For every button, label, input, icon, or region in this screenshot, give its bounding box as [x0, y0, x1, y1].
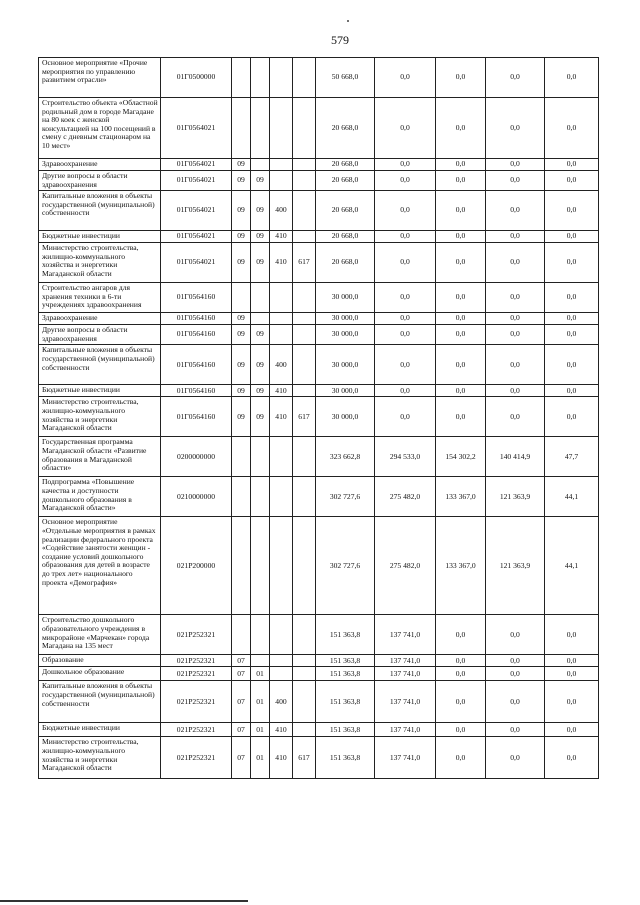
amount-col4-cell: 0,0 — [486, 655, 545, 667]
percent-cell: 44,1 — [545, 517, 599, 615]
row-name-cell: Министерство строительства, жилищно-коммунального хозяйства и энергетики Магаданской области — [39, 737, 161, 779]
row-name-cell: Государственная программа Магаданской области «Развитие образования в Магаданской области» — [39, 437, 161, 477]
section-cell — [232, 517, 251, 615]
percent-cell: 0,0 — [545, 313, 599, 325]
amount-col3-cell: 0,0 — [436, 243, 486, 283]
amount-col4-cell: 0,0 — [486, 98, 545, 159]
amount-col3-cell: 0,0 — [436, 723, 486, 737]
target-article-cell: 01Г0564021 — [161, 231, 232, 243]
table-row — [39, 283, 599, 313]
admin-code-cell — [293, 159, 316, 171]
amount-col3-cell: 0,0 — [436, 98, 486, 159]
amount-col4-cell: 0,0 — [486, 283, 545, 313]
admin-code-cell — [293, 655, 316, 667]
table-row — [39, 737, 599, 779]
subsection-cell — [251, 615, 270, 655]
percent-cell: 0,0 — [545, 615, 599, 655]
table-row — [39, 655, 599, 667]
row-name-cell: Подпрограмма «Повышение качества и доступности дошкольного образования в Магаданской области» — [39, 477, 161, 517]
table-row — [39, 681, 599, 723]
amount-col2-cell: 0,0 — [375, 325, 436, 345]
table-row — [39, 98, 599, 159]
amount-plan-cell: 151 363,8 — [316, 615, 375, 655]
subsection-cell: 09 — [251, 243, 270, 283]
row-name-cell: Капитальные вложения в объекты государственной (муниципальной) собственности — [39, 681, 161, 723]
amount-col4-cell: 0,0 — [486, 58, 545, 98]
section-cell — [232, 98, 251, 159]
amount-plan-cell: 151 363,8 — [316, 681, 375, 723]
table-row — [39, 345, 599, 385]
expense-type-cell: 410 — [270, 231, 293, 243]
amount-col3-cell: 0,0 — [436, 667, 486, 681]
admin-code-cell: 617 — [293, 737, 316, 779]
admin-code-cell — [293, 171, 316, 191]
percent-cell: 0,0 — [545, 737, 599, 779]
amount-col2-cell: 137 741,0 — [375, 737, 436, 779]
target-article-cell: 01Г0564160 — [161, 345, 232, 385]
amount-plan-cell: 151 363,8 — [316, 655, 375, 667]
expense-type-cell — [270, 615, 293, 655]
amount-col2-cell: 0,0 — [375, 171, 436, 191]
percent-cell: 47,7 — [545, 437, 599, 477]
section-cell: 09 — [232, 397, 251, 437]
section-cell: 09 — [232, 325, 251, 345]
section-cell: 09 — [232, 171, 251, 191]
row-name-cell: Другие вопросы в области здравоохранения — [39, 325, 161, 345]
amount-col3-cell: 0,0 — [436, 159, 486, 171]
percent-cell: 0,0 — [545, 191, 599, 231]
amount-col3-cell: 0,0 — [436, 325, 486, 345]
target-article-cell: 021P252321 — [161, 655, 232, 667]
expense-type-cell: 410 — [270, 723, 293, 737]
admin-code-cell — [293, 191, 316, 231]
amount-plan-cell: 30 000,0 — [316, 397, 375, 437]
expense-type-cell — [270, 159, 293, 171]
section-cell: 07 — [232, 655, 251, 667]
admin-code-cell — [293, 313, 316, 325]
table-row — [39, 397, 599, 437]
table-row — [39, 191, 599, 231]
table-row — [39, 517, 599, 615]
expense-type-cell: 400 — [270, 345, 293, 385]
amount-plan-cell: 151 363,8 — [316, 723, 375, 737]
percent-cell: 0,0 — [545, 159, 599, 171]
expense-type-cell — [270, 655, 293, 667]
percent-cell: 0,0 — [545, 655, 599, 667]
subsection-cell: 09 — [251, 385, 270, 397]
amount-col2-cell: 0,0 — [375, 191, 436, 231]
expense-type-cell: 400 — [270, 681, 293, 723]
percent-cell: 0,0 — [545, 345, 599, 385]
amount-plan-cell: 30 000,0 — [316, 313, 375, 325]
admin-code-cell — [293, 477, 316, 517]
amount-plan-cell: 30 000,0 — [316, 283, 375, 313]
section-cell: 09 — [232, 231, 251, 243]
amount-col2-cell: 0,0 — [375, 385, 436, 397]
amount-col3-cell: 0,0 — [436, 397, 486, 437]
expense-type-cell — [270, 477, 293, 517]
amount-plan-cell: 302 727,6 — [316, 517, 375, 615]
amount-col4-cell: 140 414,9 — [486, 437, 545, 477]
expense-type-cell: 410 — [270, 397, 293, 437]
target-article-cell: 01Г0564160 — [161, 283, 232, 313]
amount-plan-cell: 20 668,0 — [316, 171, 375, 191]
amount-col4-cell: 0,0 — [486, 737, 545, 779]
amount-plan-cell: 20 668,0 — [316, 191, 375, 231]
amount-plan-cell: 323 662,8 — [316, 437, 375, 477]
amount-col2-cell: 0,0 — [375, 243, 436, 283]
target-article-cell: 01Г0564160 — [161, 397, 232, 437]
expense-type-cell: 410 — [270, 385, 293, 397]
percent-cell: 0,0 — [545, 58, 599, 98]
table-row — [39, 325, 599, 345]
table-row — [39, 615, 599, 655]
amount-col2-cell: 0,0 — [375, 283, 436, 313]
amount-col4-cell: 121 363,9 — [486, 477, 545, 517]
amount-col4-cell: 0,0 — [486, 667, 545, 681]
section-cell: 09 — [232, 385, 251, 397]
expense-type-cell — [270, 58, 293, 98]
table-row — [39, 667, 599, 681]
row-name-cell: Капитальные вложения в объекты государственной (муниципальной) собственности — [39, 191, 161, 231]
section-cell — [232, 615, 251, 655]
target-article-cell: 021P252321 — [161, 737, 232, 779]
percent-cell: 0,0 — [545, 723, 599, 737]
table-row — [39, 231, 599, 243]
amount-plan-cell: 30 000,0 — [316, 385, 375, 397]
subsection-cell: 01 — [251, 737, 270, 779]
subsection-cell: 09 — [251, 171, 270, 191]
section-cell: 07 — [232, 723, 251, 737]
row-name-cell: Основное мероприятие «Прочие мероприятия по управлению развитием отрасли» — [39, 58, 161, 98]
amount-col2-cell: 0,0 — [375, 159, 436, 171]
expense-type-cell — [270, 171, 293, 191]
admin-code-cell — [293, 98, 316, 159]
target-article-cell: 021P252321 — [161, 723, 232, 737]
amount-col2-cell: 137 741,0 — [375, 655, 436, 667]
amount-plan-cell: 151 363,8 — [316, 667, 375, 681]
row-name-cell: Другие вопросы в области здравоохранения — [39, 171, 161, 191]
amount-col2-cell: 0,0 — [375, 231, 436, 243]
expense-type-cell — [270, 667, 293, 681]
amount-col4-cell: 0,0 — [486, 385, 545, 397]
row-name-cell: Строительство ангаров для хранения техники в 6-ти учреждениях здравоохранения — [39, 283, 161, 313]
percent-cell: 0,0 — [545, 98, 599, 159]
admin-code-cell — [293, 681, 316, 723]
amount-col2-cell: 137 741,0 — [375, 615, 436, 655]
table-row — [39, 723, 599, 737]
amount-plan-cell: 50 668,0 — [316, 58, 375, 98]
section-cell — [232, 58, 251, 98]
amount-plan-cell: 20 668,0 — [316, 98, 375, 159]
expense-type-cell — [270, 313, 293, 325]
amount-col2-cell: 0,0 — [375, 58, 436, 98]
percent-cell: 0,0 — [545, 171, 599, 191]
subsection-cell: 01 — [251, 723, 270, 737]
target-article-cell: 021P200000 — [161, 517, 232, 615]
amount-col4-cell: 0,0 — [486, 325, 545, 345]
target-article-cell: 0210000000 — [161, 477, 232, 517]
section-cell: 09 — [232, 191, 251, 231]
amount-col2-cell: 0,0 — [375, 313, 436, 325]
admin-code-cell — [293, 325, 316, 345]
amount-col3-cell: 0,0 — [436, 313, 486, 325]
amount-col2-cell: 0,0 — [375, 397, 436, 437]
budget-table — [38, 57, 599, 779]
amount-col3-cell: 0,0 — [436, 171, 486, 191]
table-row — [39, 385, 599, 397]
amount-plan-cell: 30 000,0 — [316, 325, 375, 345]
amount-col3-cell: 0,0 — [436, 737, 486, 779]
admin-code-cell — [293, 231, 316, 243]
section-cell — [232, 477, 251, 517]
admin-code-cell — [293, 283, 316, 313]
expense-type-cell: 410 — [270, 243, 293, 283]
target-article-cell: 01Г0564021 — [161, 171, 232, 191]
section-cell: 07 — [232, 737, 251, 779]
target-article-cell: 0200000000 — [161, 437, 232, 477]
amount-col4-cell: 0,0 — [486, 171, 545, 191]
admin-code-cell — [293, 723, 316, 737]
amount-col2-cell: 0,0 — [375, 345, 436, 385]
amount-col3-cell: 0,0 — [436, 615, 486, 655]
amount-col3-cell: 154 302,2 — [436, 437, 486, 477]
scan-speck — [347, 20, 349, 22]
section-cell — [232, 283, 251, 313]
amount-col3-cell: 0,0 — [436, 681, 486, 723]
table-body — [39, 58, 599, 779]
amount-plan-cell: 302 727,6 — [316, 477, 375, 517]
amount-col3-cell: 0,0 — [436, 345, 486, 385]
amount-plan-cell: 20 668,0 — [316, 231, 375, 243]
admin-code-cell — [293, 58, 316, 98]
target-article-cell: 01Г0564160 — [161, 313, 232, 325]
row-name-cell: Министерство строительства, жилищно-коммунального хозяйства и энергетики Магаданской области — [39, 397, 161, 437]
admin-code-cell — [293, 517, 316, 615]
row-name-cell: Здравоохранение — [39, 313, 161, 325]
percent-cell: 0,0 — [545, 667, 599, 681]
amount-col2-cell: 137 741,0 — [375, 723, 436, 737]
amount-col4-cell: 121 363,9 — [486, 517, 545, 615]
section-cell: 07 — [232, 681, 251, 723]
target-article-cell: 01Г0500000 — [161, 58, 232, 98]
target-article-cell: 021P252321 — [161, 615, 232, 655]
percent-cell: 0,0 — [545, 283, 599, 313]
admin-code-cell — [293, 345, 316, 385]
row-name-cell: Министерство строительства, жилищно-коммунального хозяйства и энергетики Магаданской области — [39, 243, 161, 283]
amount-col2-cell: 137 741,0 — [375, 667, 436, 681]
amount-col2-cell: 137 741,0 — [375, 681, 436, 723]
row-name-cell: Дошкольное образование — [39, 667, 161, 681]
target-article-cell: 01Г0564021 — [161, 98, 232, 159]
expense-type-cell — [270, 325, 293, 345]
section-cell: 09 — [232, 313, 251, 325]
subsection-cell — [251, 159, 270, 171]
amount-col2-cell: 275 482,0 — [375, 517, 436, 615]
subsection-cell: 09 — [251, 325, 270, 345]
subsection-cell — [251, 437, 270, 477]
subsection-cell: 09 — [251, 231, 270, 243]
amount-col3-cell: 133 367,0 — [436, 517, 486, 615]
target-article-cell: 01Г0564021 — [161, 243, 232, 283]
expense-type-cell — [270, 517, 293, 615]
row-name-cell: Основное мероприятие «Отдельные мероприятия в рамках реализации федерального проекта «Содействие занятости женщин - создание условий дошкольного образования для детей в возрасте до трех лет» национального проекта «Демография» — [39, 517, 161, 615]
amount-col2-cell: 275 482,0 — [375, 477, 436, 517]
admin-code-cell: 617 — [293, 243, 316, 283]
amount-col3-cell: 0,0 — [436, 191, 486, 231]
row-name-cell: Бюджетные инвестиции — [39, 723, 161, 737]
row-name-cell: Строительство дошкольного образовательного учреждения в микрорайоне «Марчекан» города Магадана на 135 мест — [39, 615, 161, 655]
amount-col4-cell: 0,0 — [486, 681, 545, 723]
section-cell: 09 — [232, 243, 251, 283]
amount-plan-cell: 20 668,0 — [316, 159, 375, 171]
target-article-cell: 01Г0564021 — [161, 191, 232, 231]
amount-col3-cell: 0,0 — [436, 231, 486, 243]
amount-col2-cell: 0,0 — [375, 98, 436, 159]
table-row — [39, 171, 599, 191]
percent-cell: 0,0 — [545, 397, 599, 437]
amount-col4-cell: 0,0 — [486, 191, 545, 231]
subsection-cell — [251, 283, 270, 313]
row-name-cell: Бюджетные инвестиции — [39, 231, 161, 243]
subsection-cell: 01 — [251, 681, 270, 723]
table-row — [39, 58, 599, 98]
subsection-cell — [251, 655, 270, 667]
amount-col3-cell: 133 367,0 — [436, 477, 486, 517]
subsection-cell — [251, 477, 270, 517]
amount-col4-cell: 0,0 — [486, 723, 545, 737]
target-article-cell: 01Г0564160 — [161, 325, 232, 345]
amount-col4-cell: 0,0 — [486, 345, 545, 385]
percent-cell: 0,0 — [545, 231, 599, 243]
expense-type-cell: 400 — [270, 191, 293, 231]
expense-type-cell — [270, 98, 293, 159]
table-row — [39, 313, 599, 325]
subsection-cell: 01 — [251, 667, 270, 681]
amount-col3-cell: 0,0 — [436, 283, 486, 313]
section-cell: 09 — [232, 345, 251, 385]
admin-code-cell — [293, 437, 316, 477]
amount-plan-cell: 151 363,8 — [316, 737, 375, 779]
amount-col3-cell: 0,0 — [436, 655, 486, 667]
subsection-cell — [251, 58, 270, 98]
page-number: 579 — [331, 33, 349, 47]
subsection-cell — [251, 98, 270, 159]
row-name-cell: Образование — [39, 655, 161, 667]
target-article-cell: 021P252321 — [161, 667, 232, 681]
row-name-cell: Бюджетные инвестиции — [39, 385, 161, 397]
scan-edge-line — [0, 900, 248, 902]
amount-col4-cell: 0,0 — [486, 231, 545, 243]
target-article-cell: 021P252321 — [161, 681, 232, 723]
section-cell: 07 — [232, 667, 251, 681]
amount-col4-cell: 0,0 — [486, 615, 545, 655]
table-row — [39, 243, 599, 283]
admin-code-cell: 617 — [293, 397, 316, 437]
expense-type-cell: 410 — [270, 737, 293, 779]
table-row — [39, 477, 599, 517]
subsection-cell: 09 — [251, 345, 270, 385]
admin-code-cell — [293, 385, 316, 397]
subsection-cell — [251, 517, 270, 615]
amount-col4-cell: 0,0 — [486, 159, 545, 171]
section-cell — [232, 437, 251, 477]
amount-col2-cell: 294 533,0 — [375, 437, 436, 477]
percent-cell: 0,0 — [545, 385, 599, 397]
amount-col4-cell: 0,0 — [486, 313, 545, 325]
amount-col4-cell: 0,0 — [486, 243, 545, 283]
row-name-cell: Здравоохранение — [39, 159, 161, 171]
amount-col4-cell: 0,0 — [486, 397, 545, 437]
percent-cell: 0,0 — [545, 243, 599, 283]
section-cell: 09 — [232, 159, 251, 171]
admin-code-cell — [293, 615, 316, 655]
subsection-cell: 09 — [251, 397, 270, 437]
expense-type-cell — [270, 437, 293, 477]
target-article-cell: 01Г0564160 — [161, 385, 232, 397]
target-article-cell: 01Г0564021 — [161, 159, 232, 171]
amount-col3-cell: 0,0 — [436, 58, 486, 98]
amount-col3-cell: 0,0 — [436, 385, 486, 397]
row-name-cell: Строительство объекта «Областной родильный дом в городе Магадане на 80 коек с женской консультацией на 100 посещений в смену с дневным стационаром на 10 мест» — [39, 98, 161, 159]
subsection-cell — [251, 313, 270, 325]
percent-cell: 44,1 — [545, 477, 599, 517]
amount-plan-cell: 30 000,0 — [316, 345, 375, 385]
percent-cell: 0,0 — [545, 681, 599, 723]
amount-plan-cell: 20 668,0 — [316, 243, 375, 283]
admin-code-cell — [293, 667, 316, 681]
percent-cell: 0,0 — [545, 325, 599, 345]
subsection-cell: 09 — [251, 191, 270, 231]
expense-type-cell — [270, 283, 293, 313]
table-row — [39, 437, 599, 477]
table-row — [39, 159, 599, 171]
row-name-cell: Капитальные вложения в объекты государственной (муниципальной) собственности — [39, 345, 161, 385]
